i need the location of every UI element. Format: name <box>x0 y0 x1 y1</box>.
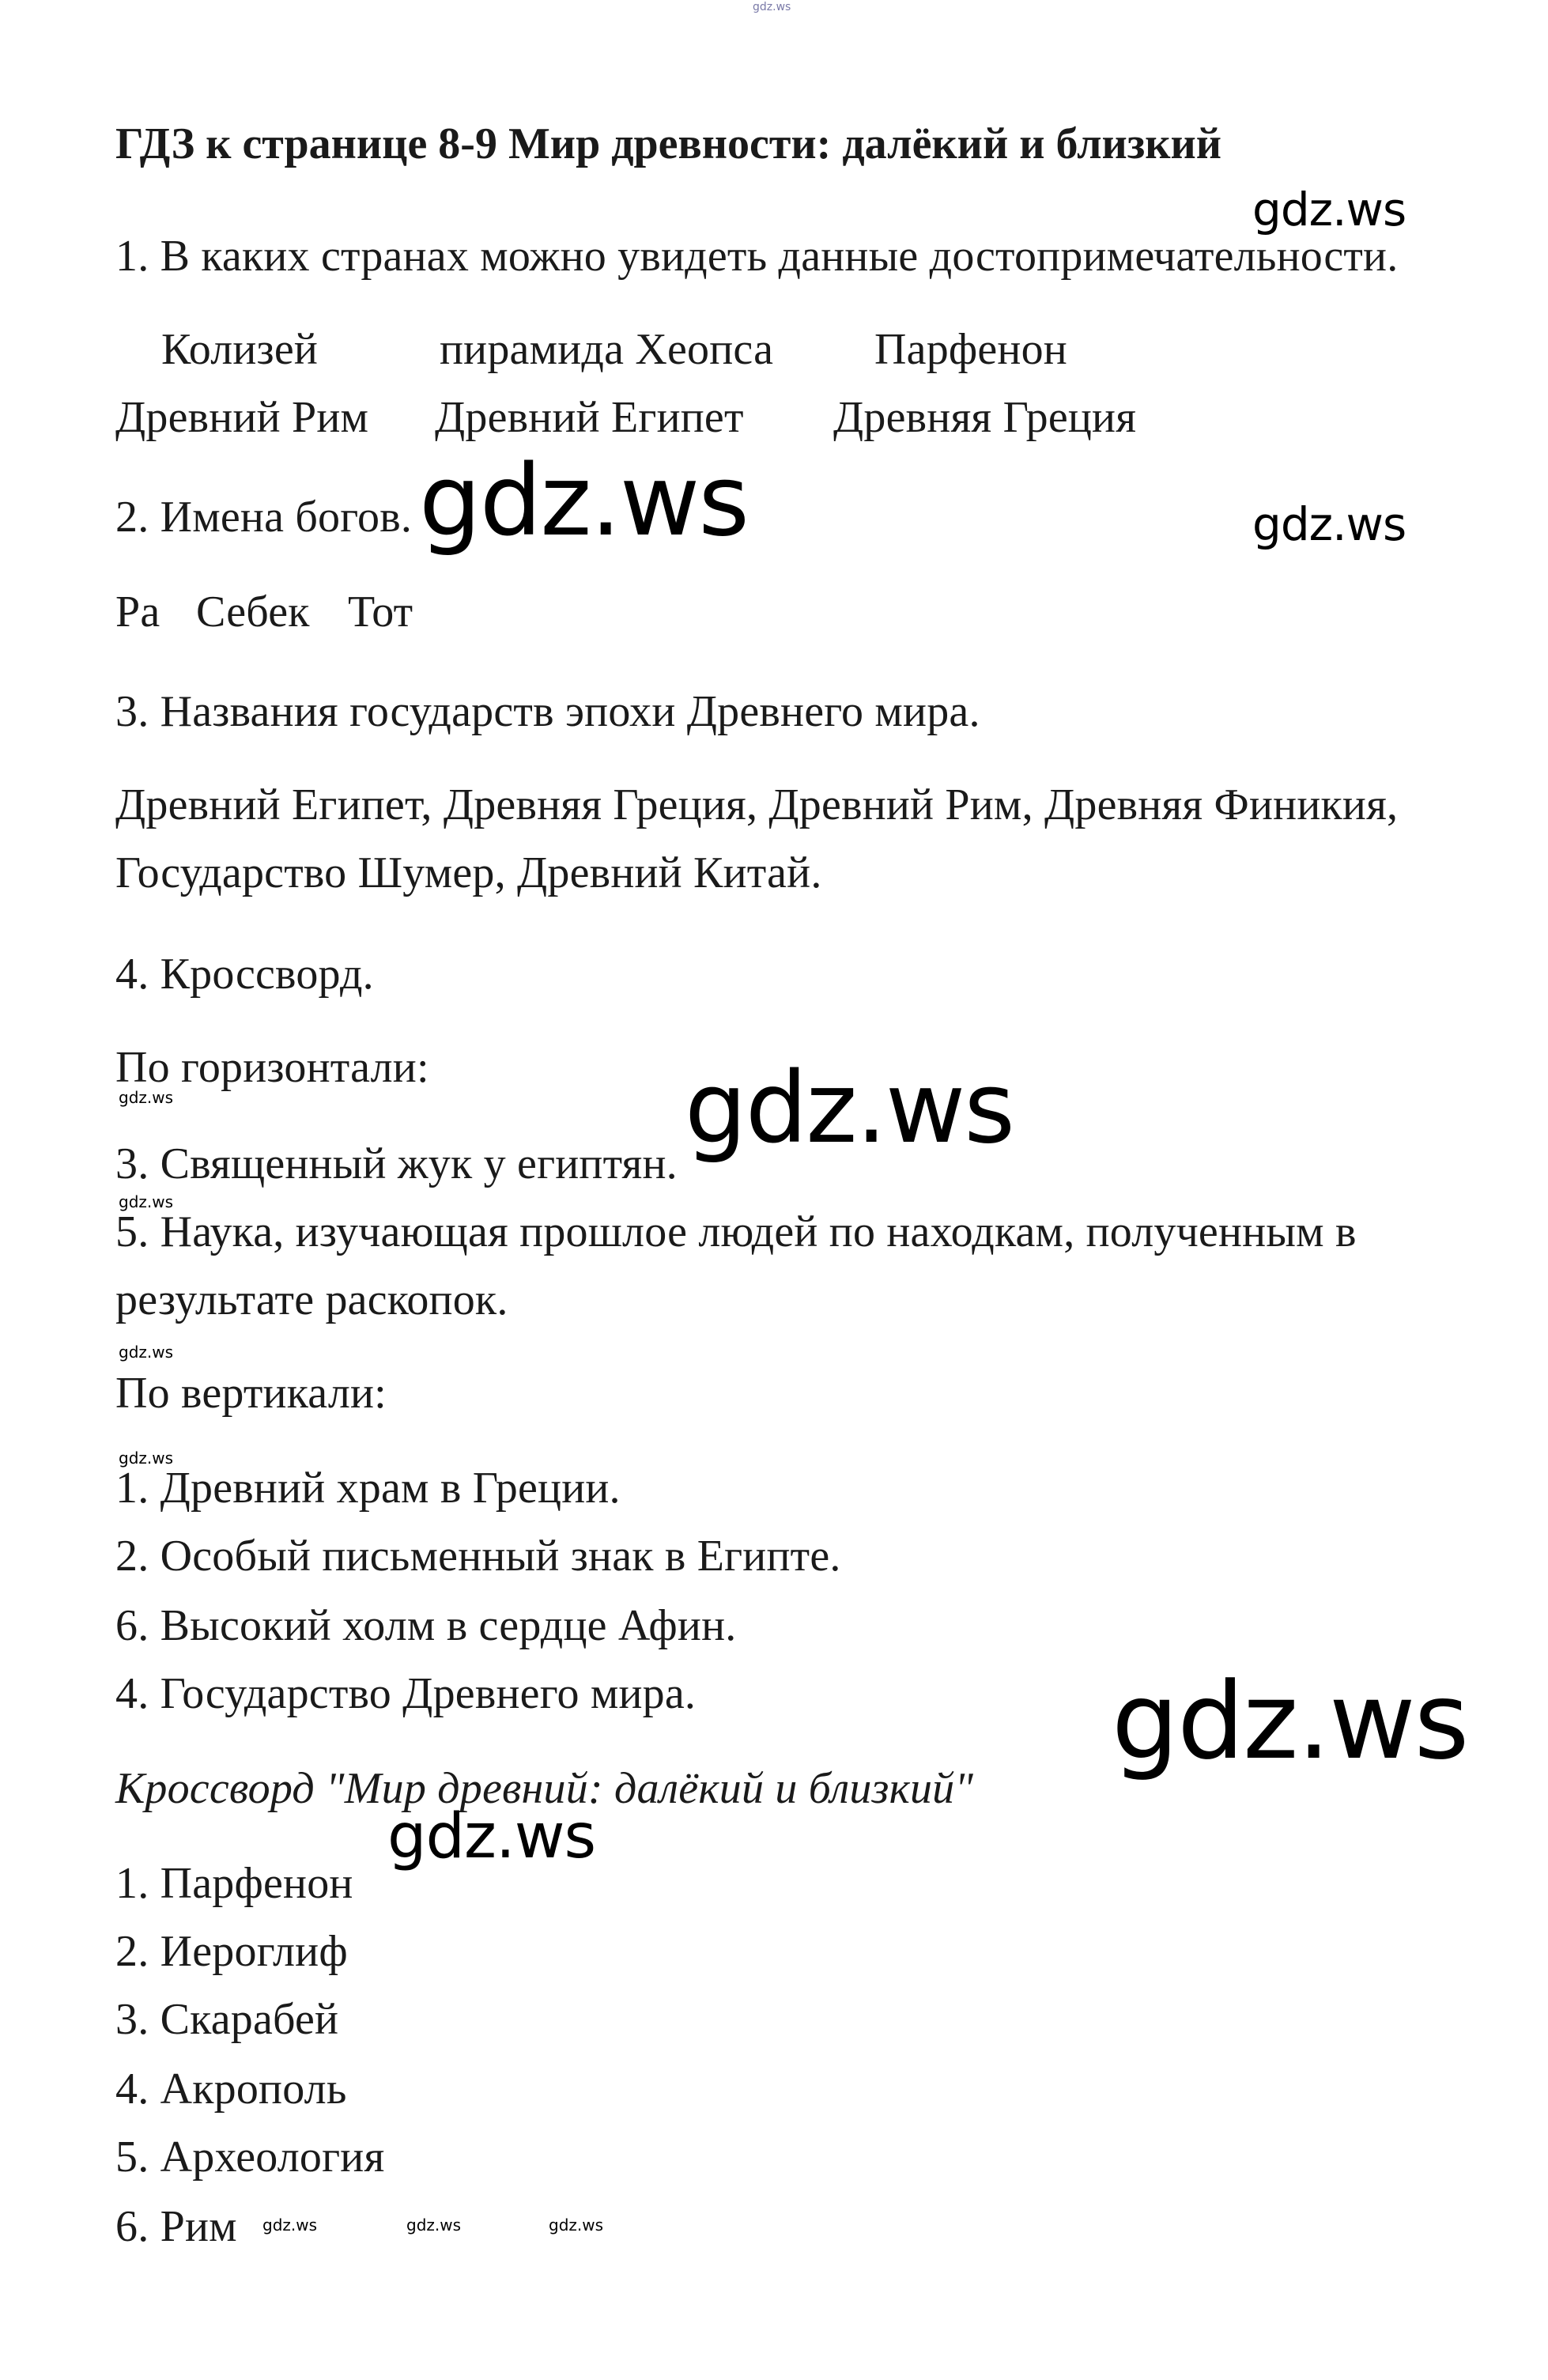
question-4: 4. Кроссворд. <box>115 950 374 999</box>
watermark: gdz.ws <box>1252 497 1406 551</box>
crossword-answer-6: 6. Рим <box>115 2202 237 2251</box>
vertical-clue-1: 1. Древний храм в Греции. <box>115 1464 621 1513</box>
question-2: 2. Имена богов. <box>115 493 413 542</box>
landmark-1: Колизей <box>161 325 319 374</box>
vertical-clue-4: 4. Государство Древнего мира. <box>115 1669 697 1718</box>
watermark: gdz.ws <box>119 1343 174 1362</box>
vertical-clue-6: 6. Высокий холм в сердце Афин. <box>115 1601 737 1650</box>
crossword-answer-5: 5. Археология <box>115 2133 385 2182</box>
crossword-caption: Кроссворд "Мир древний: далёкий и близкий" <box>115 1764 974 1813</box>
horizontal-clue-3: 3. Священный жук у египтян. <box>115 1139 678 1188</box>
watermark: gdz.ws <box>387 1801 596 1872</box>
vertical-clue-2: 2. Особый письменный знак в Египте. <box>115 1532 841 1581</box>
answer-3-line-2: Государство Шумер, Древний Китай. <box>115 848 822 897</box>
crossword-answer-1: 1. Парфенон <box>115 1859 353 1908</box>
horizontal-heading: По горизонтали: <box>115 1043 429 1092</box>
watermark: gdz.ws <box>262 2216 318 2235</box>
vertical-heading: По вертикали: <box>115 1369 387 1418</box>
watermark: gdz.ws <box>406 2216 462 2235</box>
god-3: Тот <box>348 587 413 637</box>
country-3: Древняя Греция <box>833 393 1137 442</box>
watermark: gdz.ws <box>119 1192 174 1211</box>
god-2: Себек <box>196 587 310 637</box>
god-1: Ра <box>115 587 160 637</box>
question-1: 1. В каких странах можно увидеть данные достопримечательности. <box>115 232 1399 281</box>
watermark: gdz.ws <box>119 1088 174 1107</box>
horizontal-clue-5: 5. Наука, изучающая прошлое людей по находкам, полученным в <box>115 1207 1357 1256</box>
watermark: gdz.ws <box>685 1052 1014 1165</box>
answer-3-line-1: Древний Египет, Древняя Греция, Древний Рим, Древняя Финикия, <box>115 780 1399 829</box>
horizontal-clue-5-continued: результате раскопок. <box>115 1275 508 1324</box>
crossword-answer-2: 2. Иероглиф <box>115 1927 348 1976</box>
country-1: Древний Рим <box>115 393 369 442</box>
landmark-2: пирамида Хеопса <box>440 325 774 374</box>
watermark: gdz.ws <box>1252 183 1406 236</box>
crossword-answer-4: 4. Акрополь <box>115 2065 347 2114</box>
page-title: ГДЗ к странице 8-9 Мир древности: далёкий и близкий <box>115 119 1222 168</box>
watermark: gdz.ws <box>119 1449 174 1468</box>
crossword-answer-3: 3. Скарабей <box>115 1995 339 2044</box>
question-3: 3. Названия государств эпохи Древнего мира. <box>115 687 980 736</box>
country-2: Древний Египет <box>435 393 744 442</box>
landmark-3: Парфенон <box>874 325 1067 374</box>
watermark: gdz.ws <box>549 2216 604 2235</box>
header-watermark: gdz.ws <box>753 1 791 13</box>
watermark: gdz.ws <box>1112 1660 1468 1783</box>
watermark: gdz.ws <box>419 444 748 558</box>
